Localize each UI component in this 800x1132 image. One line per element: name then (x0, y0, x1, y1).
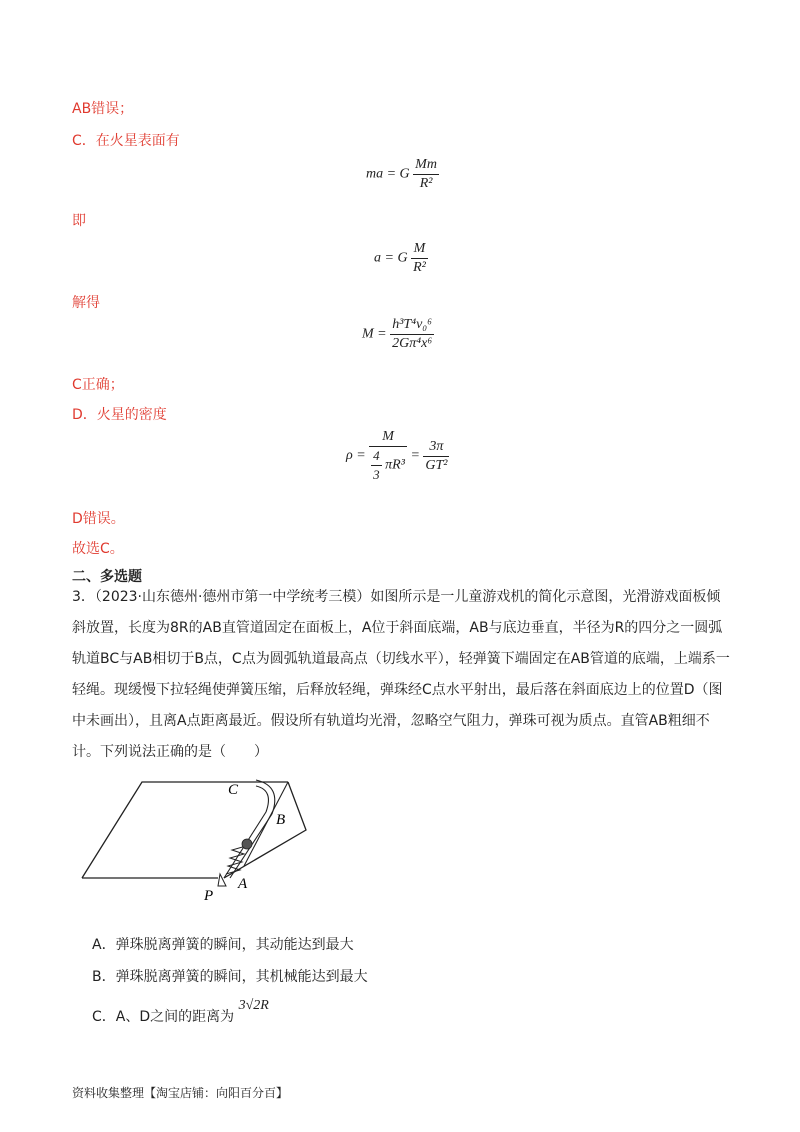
section-heading: 二、多选题 (72, 569, 142, 585)
c-correct-line: C正确； (72, 377, 124, 393)
formula4-den2: GT² (425, 457, 448, 473)
option-c (92, 998, 269, 1026)
formula-mass (362, 316, 434, 353)
formula4-num: M (369, 428, 407, 447)
formula1-num: Mm (413, 156, 439, 175)
jiede-line: 解得 (72, 295, 100, 311)
formula2-lhs: a = G (374, 250, 408, 266)
formula-density (346, 428, 449, 484)
option-c-value: 3√2R (238, 998, 269, 1013)
formula-acceleration (374, 240, 428, 277)
formula1-den: R² (419, 176, 433, 191)
label-a: A (238, 876, 248, 892)
label-p: P (204, 888, 214, 904)
option-a: A．弹珠脱离弹簧的瞬间，其动能达到最大 (92, 937, 354, 953)
option-c-prefix: C．A、D之间的距离为 (92, 1009, 235, 1025)
formula4-den-top: 4 (371, 447, 382, 466)
option-c-heading: C．在火星表面有 (72, 133, 180, 149)
label-c: C (228, 782, 239, 798)
ab-wrong-line: AB错误； (72, 101, 134, 117)
formula4-four-thirds (371, 447, 382, 484)
formula1-fraction (413, 156, 439, 193)
formula3-fraction (390, 316, 434, 353)
formula4-eq: = (410, 448, 420, 464)
formula3-lhs: M = (362, 326, 387, 342)
formula4-den (369, 447, 407, 484)
formula2-fraction (411, 240, 428, 277)
formula2-num: M (411, 240, 428, 259)
formula4-fraction-right (423, 438, 449, 475)
footer-source: 资料收集整理【淘宝店铺：向阳百分百】 (72, 1086, 289, 1100)
formula1-lhs: ma = G (366, 166, 410, 182)
formula4-fraction-left (369, 428, 407, 484)
formula4-lhs: ρ = (346, 448, 366, 464)
formula3-den: 2Gπ⁴x⁶ (392, 336, 433, 351)
ji-line: 即 (72, 213, 86, 229)
question-3-text: 3．（2023·山东德州·德州市第一中学统考三模）如图所示是一儿童游戏机的简化示意图，光滑游戏面板倾斜放置，长度为8R的AB直管道固定在面板上，A位于斜面底端，AB与底边垂直，半径为R的四分之一圆弧轨道BC与AB相切于B点，C点为圆弧轨道最高点（切线水平），轻弹簧下端固定在AB管道的底端，上端系一轻绳。现缓慢下拉轻绳使弹簧压缩，后释放轻绳，弹珠经C点水平射出，最后落在斜面底边上的位置D（图中未画出），且离A点距离最近。假设所有轨道均光滑，忽略空气阻力，弹珠可视为质点。直管AB粗细不计。下列说法正确的是（ ） (72, 589, 730, 760)
label-b: B (276, 812, 286, 828)
choose-line: 故选C。 (72, 541, 124, 557)
formula2-den: R² (413, 260, 426, 275)
formula-gravity-acceleration (366, 156, 439, 193)
formula4-den-bottom: 3 (373, 467, 380, 482)
option-b: B．弹珠脱离弹簧的瞬间，其机械能达到最大 (92, 969, 368, 985)
formula4-num2: 3π (423, 438, 449, 457)
d-wrong-line: D错误。 (72, 511, 125, 527)
option-d-heading: D．火星的密度 (72, 407, 167, 423)
game-board-figure (78, 778, 308, 908)
formula4-den-pi: πR³ (385, 457, 405, 473)
formula3-num: h³T⁴v₀⁶ (390, 316, 434, 335)
